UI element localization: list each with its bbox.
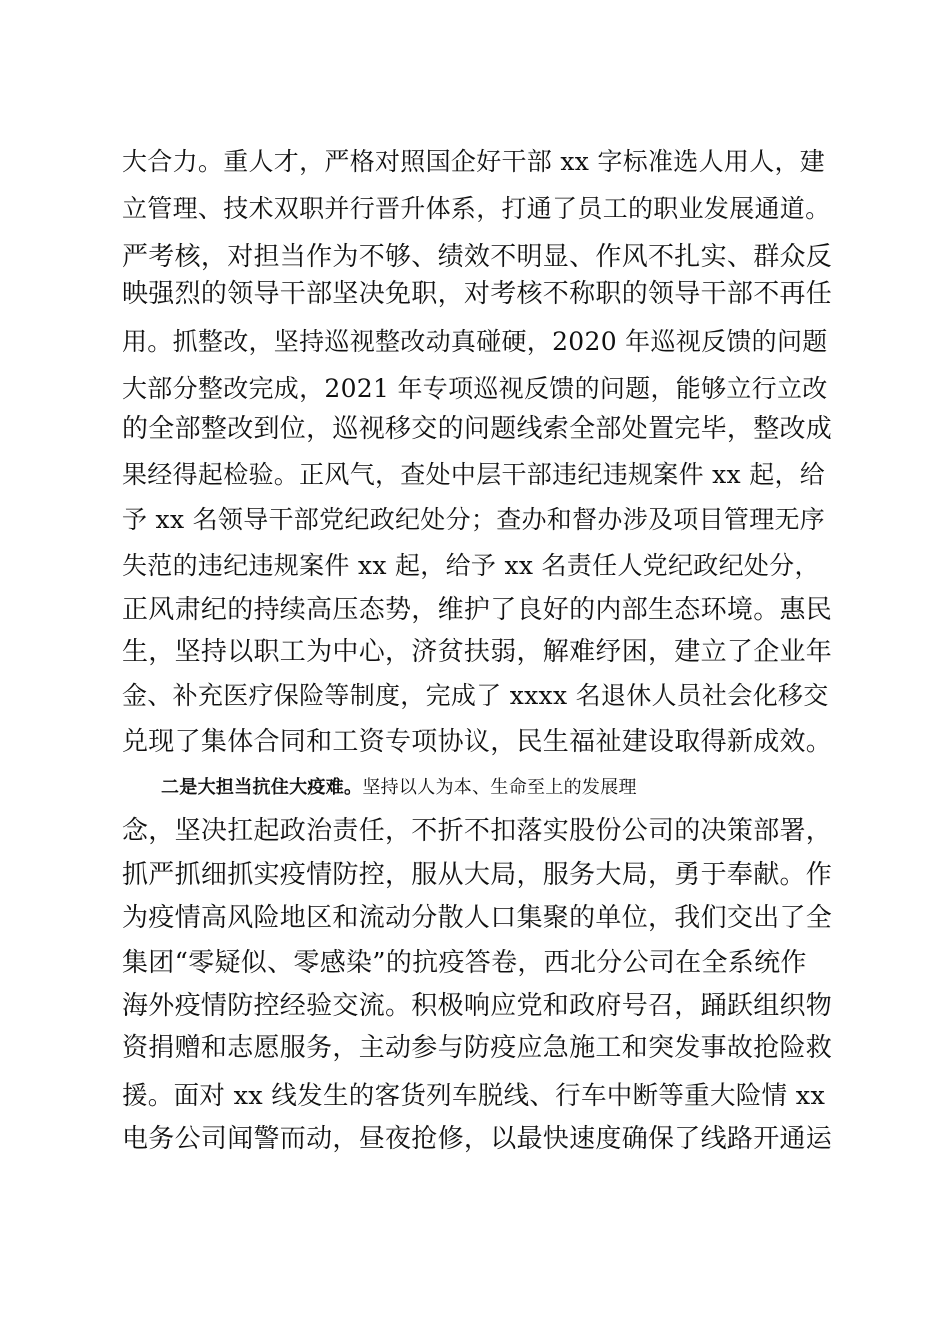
paragraph-line: 援。面对 xx 线发生的客货列车脱线、行车中断等重大险情 xx — [122, 1081, 826, 1111]
paragraph-line: 集团“零疑似、零感染”的抗疫答卷，西北分公司在全系统作 — [122, 948, 807, 978]
paragraph-line: 正风肃纪的持续高压态势，维护了良好的内部生态环境。惠民 — [122, 595, 833, 625]
paragraph-line: 资捐赠和志愿服务，主动参与防疫应急施工和突发事故抢险救 — [122, 1033, 833, 1063]
paragraph-line: 立管理、技术双职并行晋升体系，打通了员工的职业发展通道。 — [122, 194, 831, 223]
paragraph-line: 予 xx 名领导干部党纪政纪处分；查办和督办涉及项目管理无序 — [122, 505, 826, 534]
paragraph-line: 失范的违纪违规案件 xx 起，给予 xx 名责任人党纪政纪处分， — [122, 551, 820, 580]
paragraph-line: 映强烈的领导干部坚决免职，对考核不称职的领导干部不再任 — [122, 279, 833, 309]
paragraph-line: 念，坚决扛起政治责任，不折不扣落实股份公司的决策部署， — [122, 816, 833, 846]
paragraph-line: 抓严抓细抓实疫情防控，服从大局，服务大局，勇于奉献。作 — [122, 860, 833, 890]
paragraph-line: 大部分整改完成，2021 年专项巡视反馈的问题，能够立行立改 — [122, 374, 828, 403]
paragraph-line: 严考核，对担当作为不够、绩效不明显、作风不扎实、群众反 — [122, 242, 833, 272]
paragraph-line: 为疫情高风险地区和流动分散人口集聚的单位，我们交出了全 — [122, 903, 833, 933]
paragraph-line: 生，坚持以职工为中心，济贫扶弱，解难纾困，建立了企业年 — [122, 637, 833, 667]
paragraph-line: 大合力。重人才，严格对照国企好干部 xx 字标准选人用人，建 — [122, 147, 826, 176]
paragraph-2-first-line-text: 坚持以人为本、生命至上的发展理 — [362, 777, 637, 798]
paragraph-line: 用。抓整改，坚持巡视整改动真碰硬，2020 年巡视反馈的问题 — [122, 327, 828, 356]
paragraph-line: 金、补充医疗保险等制度，完成了 xxxx 名退休人员社会化移交 — [122, 681, 829, 710]
paragraph-2-first-line — [161, 773, 871, 803]
paragraph-2-heading: 二是大担当抗住大疫难。 — [161, 777, 363, 798]
paragraph-line: 海外疫情防控经验交流。积极响应党和政府号召，踊跃组织物 — [122, 991, 833, 1021]
paragraph-line: 兑现了集体合同和工资专项协议，民生福祉建设取得新成效。 — [122, 727, 833, 757]
paragraph-line: 果经得起检验。正风气，查处中层干部违纪违规案件 xx 起，给 — [122, 460, 826, 489]
paragraph-line: 的全部整改到位，巡视移交的问题线索全部处置完毕，整改成 — [122, 414, 833, 444]
paragraph-line: 电务公司闻警而动，昼夜抢修，以最快速度确保了线路开通运 — [122, 1124, 833, 1154]
